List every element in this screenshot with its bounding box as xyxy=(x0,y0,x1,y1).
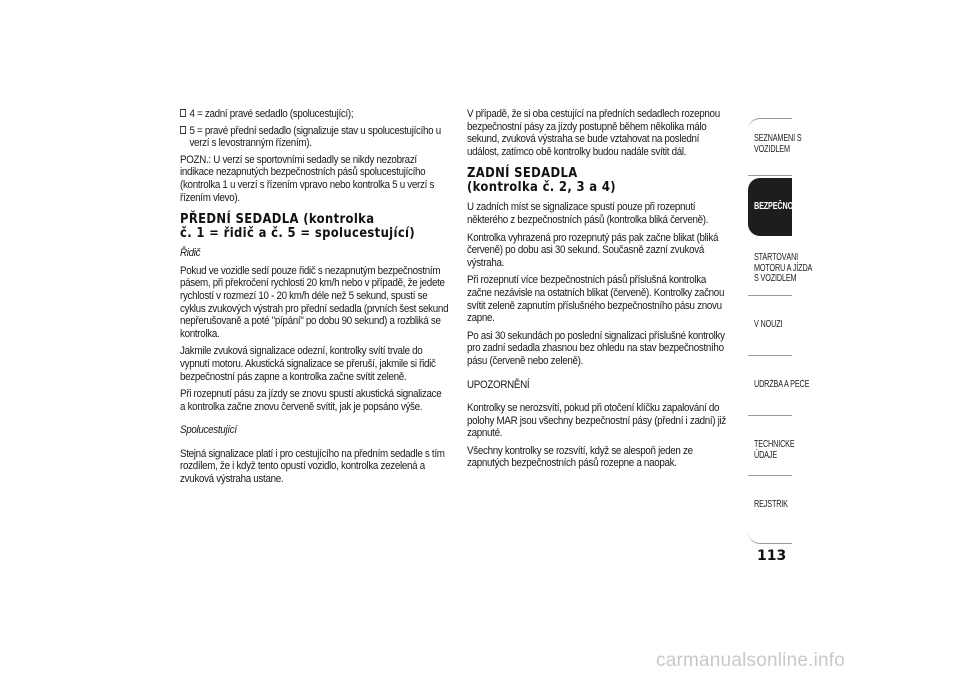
warning-paragraph: Kontrolky se nerozsvítí, pokud při otočení klíčku zapalování do polohy MAR jsou všechny bezpečnostní pásy (přední i zadní) již zapnuté. xyxy=(467,402,727,440)
warning-paragraph: Všechny kontrolky se rozsvítí, když se alespoň jeden ze zapnutých bezpečnostních pásů rozepne a naopak. xyxy=(467,444,693,470)
driver-paragraph: Při rozepnutí pásu za jízdy se znovu spustí akustická signalizace a kontrolka začne znovu červeně svítit, jak je popsáno výše. xyxy=(180,388,442,413)
tab-bezpecnost[interactable]: BEZPEČNOST xyxy=(748,178,792,236)
passenger-paragraph: Stejná signalizace platí i pro cestujícího na předním sedadle s tím rozdílem, že i když tento opustí vozidlo, kontrolka zezelená a zvuková výstraha ustane. xyxy=(180,447,445,486)
bullet-item: 5 = pravé přední sedadlo (signalizuje stav u spolucestujícího u verzí s levostranným řízením). xyxy=(180,125,448,150)
tab-udrzba[interactable]: ÚDRŽBA A PÉČE xyxy=(748,358,792,416)
driver-paragraph: Pokud ve vozidle sedí pouze řidič s nezapnutým bezpečnostním pásem, při překročení rychlosti 20 km/h nebo v případě, že jedete rychlostí v rozmezí 10 - 20 km/h déle než 5 sekund, spustí se cyklus zvukových výstrah pro přední sedadla (prvních šest sekund nepřerušovaně a poté "pípání" po dobu 90 sekund) a rozbliká se kontrolka. xyxy=(180,264,449,340)
rear-paragraph: Po asi 30 sekundách po poslední signalizaci příslušné kontrolky pro zadní sedadla zhasnou bez ohledu na stav bezpečnostního pásu (červeně nebo zeleně). xyxy=(467,329,725,367)
watermark: carmanualsonline.info xyxy=(656,650,846,671)
page-number: 113 xyxy=(757,548,787,564)
warning-title: UPOZORNĚNÍ xyxy=(467,378,530,391)
section-heading-rear-seats: ZADNÍ SEDADLA (kontrolka č. 2, 3 a 4) xyxy=(467,165,616,195)
driver-subheading: Řidič xyxy=(180,247,201,260)
intro-paragraph: V případě, že si oba cestující na předních sedadlech rozepnou bezpečnostní pásy za jízdy postupně během několika málo sekund, zvuková výstraha se bude vztahovat na poslední událost, zatímco obě kontrolky budou nadále svítit dál. xyxy=(467,108,720,158)
driver-paragraph: Jakmile zvuková signalizace odezní, kontrolky svítí trvale do vypnutí motoru. Akustická signalizace se přeruší, jakmile si řidič bezpečnostní pás zapne a kontrolka začne svítit zeleně. xyxy=(180,345,436,383)
rear-paragraph: Kontrolka vyhrazená pro rozepnutý pás pak začne blikat (bliká červeně) po dobu asi 30 sekund. Současně zazní zvuková výstraha. xyxy=(467,231,719,269)
section-heading-front-seats: PŘEDNÍ SEDADLA (kontrolka č. 1 = řidič a č. 5 = spolucestující) xyxy=(180,211,416,241)
tab-startovani[interactable]: STARTOVÁNÍ MOTORU A JÍZDA S VOZIDLEM xyxy=(748,238,792,296)
tab-technicke-udaje[interactable]: TECHNICKÉ ÚDAJE xyxy=(748,418,792,476)
checkbox-square-icon xyxy=(180,126,186,134)
left-column xyxy=(180,108,448,491)
rear-paragraph: U zadních míst se signalizace spustí pouze při rozepnutí některého z bezpečnostních pásů (kontrolka bliká červeně). xyxy=(467,201,709,226)
note-paragraph: POZN.: U verzí se sportovními sedadly se nikdy nezobrazí indikace nezapnutých bezpečnostních pásů spolucestujícího (kontrolka 1 u verzí s řízením vpravo nebo kontrolka 5 u verzí s řízením vlevo). xyxy=(180,153,435,204)
right-column xyxy=(467,108,732,475)
passenger-subheading: Spolucestující xyxy=(180,424,237,437)
bullet-item: 4 = zadní pravé sedadlo (spolucestující); xyxy=(180,108,448,121)
tab-v-nouzi[interactable]: V NOUZI xyxy=(748,298,792,356)
rear-paragraph: Při rozepnutí více bezpečnostních pásů příslušná kontrolka začne nezávisle na ostatních blikat (červeně). Kontrolky začnou svítit zeleně zapnutím příslušného bezpečnostního pásu znovu zapne. xyxy=(467,274,725,325)
checkbox-square-icon xyxy=(180,109,186,117)
tab-seznameni[interactable]: SEZNÁMENÍ S VOZIDLEM xyxy=(748,118,792,176)
tab-rejstrik[interactable]: REJSTŘÍK xyxy=(748,478,792,544)
chapter-tabs xyxy=(748,118,812,544)
